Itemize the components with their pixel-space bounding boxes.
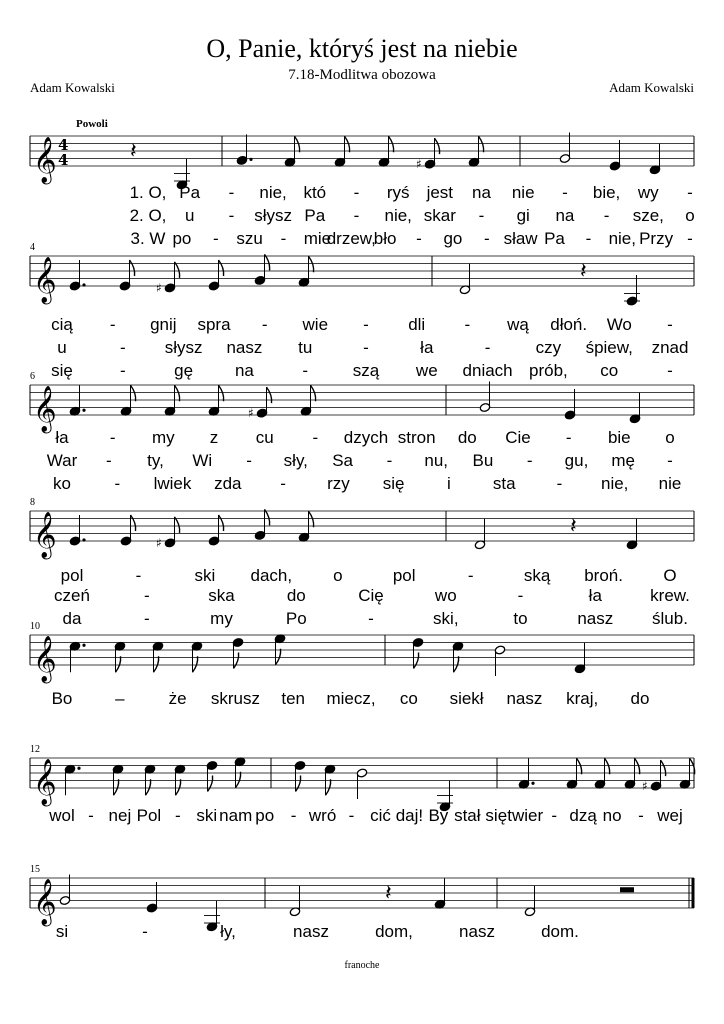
lyric-syllable: dli [408, 315, 426, 334]
lyric-syllable: - [667, 361, 673, 380]
treble-clef: 𝄞 [33, 879, 57, 925]
lyric-syllable: na [472, 183, 491, 202]
lyric-syllable: Wo [606, 315, 632, 334]
lyric-syllable: mie [303, 229, 332, 248]
lyric-syllable: wej [657, 806, 683, 825]
lyric-syllable: słysz [164, 338, 203, 357]
lyric-syllable: - [246, 451, 252, 470]
lyric-syllable: tu [298, 338, 313, 357]
dot [249, 158, 252, 161]
lyric-syllable: - [478, 206, 485, 225]
footer-credit: franoche [344, 960, 380, 971]
lyric-syllable: na [234, 361, 254, 380]
lyric-syllable: ski, [433, 609, 459, 628]
note-flag [175, 262, 180, 278]
lyric-syllable: wró [308, 806, 337, 825]
measure-number: 6 [30, 371, 35, 382]
lyric-syllable: Pa [179, 183, 201, 202]
lyric-syllable: Cie [505, 428, 531, 447]
note-flag [309, 511, 314, 527]
lyric-syllable: War [46, 451, 78, 470]
lyric-syllable: nasz [226, 338, 263, 357]
note-flag [479, 136, 484, 152]
lyric-syllable: - [667, 451, 673, 470]
lyric-syllable: zda [214, 474, 242, 493]
lyric-syllable: miecz, [326, 689, 376, 708]
measure-number: 12 [30, 744, 40, 755]
note-flag [267, 387, 272, 403]
lyric-syllable: czeń [54, 586, 90, 605]
note-flag [605, 758, 610, 774]
lyric-syllable: gę [174, 361, 194, 380]
lyric-syllable: daj! [395, 806, 424, 825]
lyric-syllable: wy [637, 183, 659, 202]
lyric-syllable: - [353, 206, 360, 225]
lyric-syllable: że [168, 689, 187, 708]
lyric-syllable: cu [255, 428, 274, 447]
lyric-syllable: kraj, [566, 689, 599, 708]
lyric-syllable: 1. O, [129, 183, 167, 202]
note-flag [414, 653, 419, 669]
lyric-syllable: szą [352, 361, 380, 380]
lyric-syllable: bie, [592, 183, 621, 202]
lyric-syllable: na [555, 206, 575, 225]
lyric-syllable: dniach [462, 361, 513, 380]
lyric-syllable: - [484, 338, 491, 357]
lyric-syllable: si [55, 922, 69, 941]
lyric-syllable: – [115, 689, 125, 708]
lyric-syllable: rzy [327, 474, 350, 493]
lyric-syllable: wol [49, 806, 75, 825]
note-flag [219, 385, 224, 401]
lyric-syllable: no [602, 806, 622, 825]
lyric-syllable: - [638, 806, 644, 825]
lyric-syllable: z [209, 428, 219, 447]
lyric-syllable: sław [503, 229, 538, 248]
lyric-syllable: 2. O, [129, 206, 167, 225]
note-flag [435, 138, 440, 154]
treble-clef: 𝄞 [33, 257, 57, 303]
lyric-syllable: u [184, 206, 195, 225]
lyric-syllable: my [151, 428, 175, 447]
lyric-syllable: stron [397, 428, 436, 447]
score-subtitle: 7.18-Modlitwa obozowa [288, 67, 436, 83]
lyric-syllable: - [143, 609, 150, 628]
lyric-syllable: - [483, 229, 490, 248]
lyric-syllable: śpiew, [585, 338, 633, 357]
lyric-syllable: nasz [459, 922, 495, 941]
lyric-syllable: i [447, 474, 451, 493]
measure-number: 10 [30, 621, 40, 632]
note-flag [114, 779, 119, 795]
lyric-syllable: Pol [136, 806, 162, 825]
note-flag [131, 515, 136, 531]
lyric-syllable: - [312, 428, 319, 447]
lyric-syllable: któ [303, 183, 327, 202]
note-flag [130, 260, 135, 276]
dot [77, 767, 80, 770]
lyric-syllable: - [517, 586, 524, 605]
lyric-syllable: nasz [506, 689, 543, 708]
note-flag [219, 515, 224, 531]
composer-left: Adam Kowalski [30, 80, 115, 95]
lyric-syllable: do [286, 586, 306, 605]
lyric-syllable: bie [607, 428, 631, 447]
lyric-syllable: ska [208, 586, 235, 605]
dot [531, 782, 534, 785]
lyric-syllable: - [603, 206, 610, 225]
lyric-syllable: nie [511, 183, 535, 202]
lyric-syllable: nam [219, 806, 253, 825]
lyric-syllable: wą [507, 315, 529, 334]
lyric-syllable: dom. [541, 922, 579, 941]
time-signature-top: 4 [58, 136, 69, 154]
sharp-accidental: ♯ [416, 157, 422, 172]
lyric-syllable: - [687, 183, 693, 202]
note-flag [236, 772, 241, 788]
lyric-syllable: po [172, 229, 192, 248]
lyric-syllable: - [386, 451, 393, 470]
lyric-syllable: Przy [639, 229, 674, 248]
lyric-syllable: - [363, 338, 369, 357]
lyric-syllable: ła [420, 338, 434, 357]
lyric-syllable: sze, [632, 206, 664, 225]
lyric-syllable: - [556, 474, 563, 493]
lyric-syllable: się [485, 806, 508, 825]
lyric-syllable: nie, [608, 229, 637, 248]
lyric-syllable: cić [370, 806, 391, 825]
composer-right: Adam Kowalski [609, 80, 694, 95]
lyric-syllable: - [228, 183, 235, 202]
lyric-syllable: - [228, 206, 235, 225]
lyric-syllable: - [667, 315, 673, 334]
lyric-syllable: ty, [147, 451, 164, 470]
note-flag [193, 656, 198, 672]
lyric-syllable: nasz [293, 922, 329, 941]
lyric-syllable: pol [392, 566, 416, 585]
lyric-syllable: lwiek [153, 474, 192, 493]
lyric-syllable: - [565, 428, 572, 447]
lyric-syllable: - [368, 609, 374, 628]
lyric-syllable: sły, [283, 451, 308, 470]
lyric-syllable: co [399, 689, 418, 708]
lyric-syllable: - [105, 451, 112, 470]
lyric-syllable: dłoń. [550, 315, 588, 334]
lyric-syllable: drzew, [326, 229, 376, 248]
note-flag [454, 656, 459, 672]
note-flag [116, 656, 121, 672]
note-flag [311, 385, 316, 401]
lyric-syllable: dom, [375, 922, 413, 941]
lyric-syllable: - [302, 361, 309, 380]
note-flag [175, 385, 180, 401]
lyric-syllable: - [280, 474, 286, 493]
lyric-syllable: Sa [332, 451, 353, 470]
lyric-syllable: ryś [386, 183, 410, 202]
lyric-syllable: O [663, 566, 677, 585]
note-flag [131, 385, 136, 401]
note-flag [635, 758, 640, 774]
lyric-syllable: 3. W [130, 229, 166, 248]
lyric-syllable: do [630, 689, 650, 708]
measure-number: 8 [30, 497, 35, 508]
lyric-syllable: - [88, 806, 94, 825]
lyric-syllable: mę [611, 451, 636, 470]
quarter-rest: 𝄽 [130, 139, 137, 164]
lyric-syllable: Wi [192, 451, 213, 470]
lyric-syllable: da [62, 609, 82, 628]
lyric-syllable: to [513, 609, 528, 628]
measure-number: 4 [30, 242, 35, 253]
dot [82, 538, 85, 541]
note-flag [309, 256, 314, 272]
lyric-syllable: - [562, 183, 568, 202]
lyric-syllable: się [382, 474, 405, 493]
lyric-syllable: Po [285, 609, 307, 628]
note-flag [154, 656, 159, 672]
note-flag [208, 776, 213, 792]
note-flag [265, 254, 270, 270]
lyric-syllable: co [600, 361, 619, 380]
lyric-syllable: gnij [150, 315, 177, 334]
lyric-syllable: - [114, 474, 121, 493]
lyric-syllable: - [109, 428, 116, 447]
lyric-syllable: Bu [472, 451, 494, 470]
lyric-syllable: się [51, 361, 73, 380]
tempo-marking: Powoli [76, 118, 108, 130]
lyric-syllable: - [526, 451, 533, 470]
lyric-syllable: we [415, 361, 438, 380]
lyric-syllable: słysz [254, 206, 292, 225]
note-flag [146, 779, 151, 795]
note-flag [219, 260, 224, 276]
lyric-syllable: nu, [424, 451, 449, 470]
lyric-syllable: ską [523, 566, 551, 585]
lyric-syllable: siekł [449, 689, 484, 708]
note-flag [176, 779, 181, 795]
lyric-syllable: gi [516, 206, 530, 225]
lyric-syllable: - [348, 806, 355, 825]
lyric-syllable: - [363, 315, 369, 334]
lyric-syllable: ła [588, 586, 602, 605]
lyric-syllable: gu, [564, 451, 589, 470]
lyric-syllable: ła [55, 428, 69, 447]
lyric-syllable: pol [60, 566, 84, 585]
lyric-syllable: - [109, 315, 116, 334]
treble-clef: 𝄞 [33, 386, 57, 432]
lyric-syllable: ły, [220, 922, 236, 941]
lyric-syllable: twier [507, 806, 544, 825]
note-flag [276, 649, 281, 665]
lyric-syllable: po [255, 806, 275, 825]
dot [82, 283, 85, 286]
treble-clef: 𝄞 [33, 137, 57, 183]
lyric-syllable: - [119, 361, 126, 380]
note-flag [175, 517, 180, 533]
lyric-syllable: Pa [304, 206, 326, 225]
lyric-syllable: - [464, 315, 471, 334]
treble-clef: 𝄞 [33, 759, 57, 805]
lyric-syllable: prób, [529, 361, 568, 380]
lyric-syllable: - [143, 586, 150, 605]
lyric-syllable: - [290, 806, 297, 825]
lyric-syllable: o [333, 566, 343, 585]
lyric-syllable: jest [426, 183, 454, 202]
lyric-syllable: dzych [343, 428, 389, 447]
lyric-syllable: wo [434, 586, 457, 605]
lyric-syllable: By [428, 806, 449, 825]
lyric-syllable: - [119, 338, 126, 357]
lyric-syllable: - [280, 229, 287, 248]
lyric-syllable: dach, [250, 566, 293, 585]
lyric-syllable: o [665, 428, 675, 447]
note-flag [345, 136, 350, 152]
lyric-syllable: - [142, 922, 148, 941]
quarter-rest: 𝄽 [570, 514, 577, 539]
lyric-syllable: czy [535, 338, 562, 357]
lyric-syllable: nie, [259, 183, 287, 202]
lyric-syllable: Bo [51, 689, 73, 708]
lyric-syllable: u [57, 338, 67, 357]
lyric-syllable: Pa [544, 229, 565, 248]
lyric-syllable: ko [53, 474, 71, 493]
note-flag [295, 136, 300, 152]
lyric-syllable: broń. [584, 566, 623, 585]
note-flag [296, 776, 301, 792]
score-title: O, Panie, któryś jest na niebie [206, 34, 518, 63]
lyric-syllable: skrusz [210, 689, 260, 708]
dot [82, 644, 85, 647]
treble-clef: 𝄞 [33, 636, 57, 682]
dot [82, 409, 85, 412]
note-flag [577, 758, 582, 774]
quarter-rest: 𝄽 [580, 259, 587, 284]
lyric-syllable: o [685, 206, 695, 225]
sharp-accidental: ♯ [248, 406, 254, 421]
lyric-syllable: ślub. [652, 609, 688, 628]
lyric-syllable: - [585, 229, 592, 248]
lyric-syllable: - [174, 806, 181, 825]
lyric-syllable: nie, [600, 474, 629, 493]
note-flag [661, 760, 666, 776]
lyric-syllable: - [416, 229, 422, 248]
lyric-syllable: znad [651, 338, 689, 357]
note-flag [234, 653, 239, 669]
lyric-syllable: krew. [650, 586, 690, 605]
lyric-syllable: - [212, 229, 219, 248]
lyric-syllable: Cię [358, 586, 384, 605]
measure-number: 15 [30, 864, 40, 875]
lyric-syllable: spra [197, 315, 231, 334]
lyric-syllable: go [443, 229, 463, 248]
double-rest [620, 887, 634, 892]
lyric-syllable: - [353, 183, 360, 202]
lyric-syllable: cią [51, 315, 73, 334]
lyric-syllable: ten [281, 689, 306, 708]
treble-clef: 𝄞 [33, 512, 57, 558]
lyric-syllable: nasz [577, 609, 614, 628]
sharp-accidental: ♯ [156, 535, 162, 550]
lyric-syllable: szu [236, 229, 263, 248]
lyric-syllable: wie [302, 315, 329, 334]
lyric-syllable: dzą [569, 806, 597, 825]
lyric-syllable: - [467, 566, 474, 585]
lyric-syllable: - [687, 229, 693, 248]
note-flag [389, 136, 394, 152]
lyric-syllable: my [210, 609, 233, 628]
time-signature-bottom: 4 [58, 151, 69, 169]
sharp-accidental: ♯ [156, 280, 162, 295]
lyric-syllable: ski [194, 566, 216, 585]
lyric-syllable: do [457, 428, 477, 447]
note-flag [326, 779, 331, 795]
lyric-syllable: skar [423, 206, 456, 225]
sharp-accidental: ♯ [642, 779, 648, 794]
lyric-syllable: bło [373, 229, 397, 248]
note-flag [265, 509, 270, 525]
quarter-rest: 𝄽 [385, 881, 392, 906]
lyric-syllable: - [135, 566, 142, 585]
lyric-syllable: - [551, 806, 558, 825]
lyric-syllable: ski [196, 806, 218, 825]
lyric-syllable: stał [454, 806, 481, 825]
lyric-syllable: nie [658, 474, 682, 493]
lyric-syllable: - [261, 315, 268, 334]
lyric-syllable: sta [492, 474, 516, 493]
lyric-syllable: nie, [384, 206, 412, 225]
lyric-syllable: nej [108, 806, 132, 825]
